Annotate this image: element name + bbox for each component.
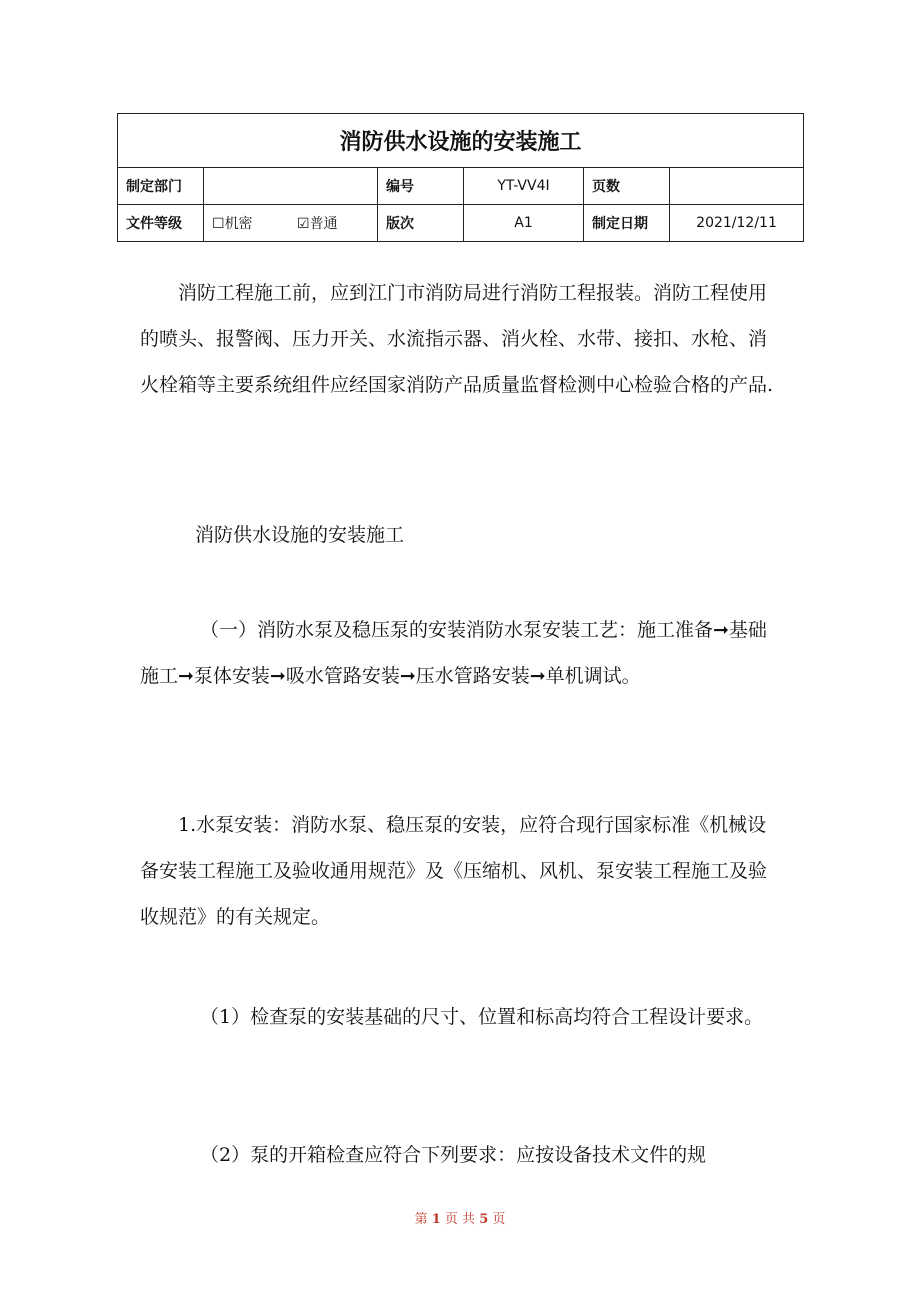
paragraph-intro: 消防工程施工前，应到江门市消防局进行消防工程报装。消防工程使用的喷头、报警阀、压力开关、水流指示器、消火栓、水带、接扣、水枪、消火栓箱等主要系统组件应经国家消防产品质量监督检测中心检验合格的产品. <box>140 282 774 396</box>
paragraph-unpack-check-block <box>140 1132 780 1178</box>
version-value: A1 <box>464 205 584 242</box>
level-option-confidential <box>212 213 253 233</box>
paragraph-intro-block <box>140 270 780 408</box>
code-label: 编号 <box>378 168 464 205</box>
level-option-confidential-label: 机密 <box>224 216 253 232</box>
page-footer <box>0 1208 920 1227</box>
level-label: 文件等级 <box>118 205 204 242</box>
paragraph-pump-block <box>140 607 780 699</box>
paragraph-pump-process: （一）消防水泵及稳压泵的安装消防水泵安装工艺：施工准备➞基础施工➞泵体安装➞吸水管路安装➞压水管路安装➞单机调试。 <box>140 619 767 687</box>
footer-mid: 页 共 <box>444 1212 476 1227</box>
date-value: 2021/12/11 <box>670 205 804 242</box>
document-title: 消防供水设施的安装施工 <box>118 114 804 168</box>
footer-total-pages: 5 <box>479 1212 489 1227</box>
section-heading-block <box>140 512 780 558</box>
version-label: 版次 <box>378 205 464 242</box>
date-label: 制定日期 <box>584 205 670 242</box>
footer-post: 页 <box>492 1212 506 1227</box>
dept-value <box>204 168 378 205</box>
pages-value <box>670 168 804 205</box>
footer-page-number: 1 <box>431 1212 441 1227</box>
unchecked-box-icon: ☐ <box>212 216 225 232</box>
code-value: YT-VV4I <box>464 168 584 205</box>
paragraph-pump-install-block <box>140 802 780 940</box>
paragraph-pump-install: 1.水泵安装：消防水泵、稳压泵的安装，应符合现行国家标准《机械设备安装工程施工及验收通用规范》及《压缩机、风机、泵安装工程施工及验收规范》的有关规定。 <box>140 814 768 928</box>
paragraph-unpack-check: （2）泵的开箱检查应符合下列要求：应按设备技术文件的规 <box>200 1144 707 1166</box>
paragraph-check-foundation: （1）检查泵的安装基础的尺寸、位置和标高均符合工程设计要求。 <box>200 1006 764 1028</box>
section-heading: 消防供水设施的安装施工 <box>195 524 405 546</box>
dept-label: 制定部门 <box>118 168 204 205</box>
paragraph-check-foundation-block <box>140 994 780 1040</box>
level-option-normal <box>297 213 338 233</box>
pages-label: 页数 <box>584 168 670 205</box>
checked-box-icon: ☑ <box>297 216 310 232</box>
footer-pre: 第 <box>414 1212 428 1227</box>
level-options <box>204 205 378 242</box>
level-option-normal-label: 普通 <box>309 216 338 232</box>
document-header-table <box>117 113 804 242</box>
